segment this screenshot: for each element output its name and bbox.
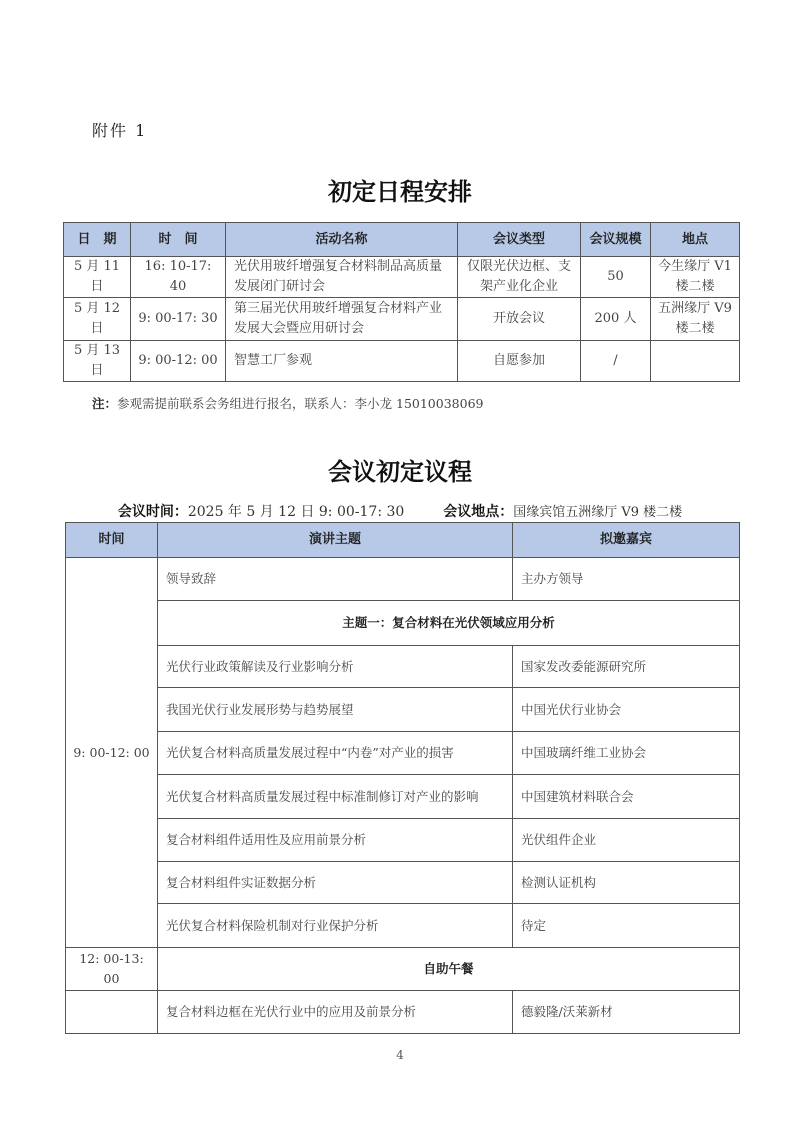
header-activity: 活动名称 [226,223,458,257]
cell-date: 5 月 12 日 [64,298,131,341]
meeting-time-label: 会议时间： [117,504,188,520]
header-scale: 会议规模 [581,223,651,257]
cell-guest: 待定 [513,904,740,948]
cell-topic: 光伏复合材料高质量发展过程中“内卷”对产业的损害 [158,732,513,775]
cell-topic: 光伏复合材料高质量发展过程中标准制修订对产业的影响 [158,775,513,819]
header-guest: 拟邀嘉宾 [513,523,740,558]
note-text: 参观需提前联系会务组进行报名，联系人：李小龙 15010038069 [117,396,484,411]
cell-topic: 光伏复合材料保险机制对行业保护分析 [158,904,513,948]
schedule-note [92,394,483,412]
cell-topic: 复合材料组件实证数据分析 [158,862,513,904]
note-label: 注： [92,396,118,411]
section-heading: 主题一：复合材料在光伏领域应用分析 [158,601,740,646]
cell-topic: 我国光伏行业发展形势与趋势展望 [158,688,513,732]
meeting-venue-label: 会议地点： [443,504,514,520]
table-row [66,732,740,775]
cell-guest: 国家发改委能源研究所 [513,646,740,688]
cell-scale: / [581,341,651,382]
cell-activity: 智慧工厂参观 [226,341,458,382]
table-row [66,775,740,819]
cell-guest: 中国建筑材料联合会 [513,775,740,819]
header-topic: 演讲主题 [158,523,513,558]
agenda-meta [0,501,800,521]
schedule-header-row [64,223,740,257]
cell-guest: 中国玻璃纤维工业协会 [513,732,740,775]
cell-location: 五洲缘厅 V9 楼二楼 [651,298,740,341]
meeting-time-value: 2025 年 5 月 12 日 9: 00-17: 30 [187,504,405,520]
lunch-row [66,948,740,991]
table-row [64,298,740,341]
header-type: 会议类型 [458,223,581,257]
table-row [64,341,740,382]
table-row [66,819,740,862]
cell-activity: 第三届光伏用玻纤增强复合材料产业发展大会暨应用研讨会 [226,298,458,341]
table-row [66,646,740,688]
agenda-title: 会议初定议程 [328,457,472,486]
schedule-table [63,222,740,382]
cell-guest: 检测认证机构 [513,862,740,904]
cell-lunch-time: 12: 00-13: 00 [66,948,158,991]
cell-guest: 中国光伏行业协会 [513,688,740,732]
cell-activity: 光伏用玻纤增强复合材料制品高质量发展闭门研讨会 [226,257,458,298]
header-time: 时间 [66,523,158,558]
header-time: 时 间 [131,223,226,257]
meeting-venue-value: 国缘宾馆五洲缘厅 V9 楼二楼 [513,505,683,520]
cell-type: 仅限光伏边框、支架产业化企业 [458,257,581,298]
cell-lunch-label: 自助午餐 [158,948,740,991]
cell-type: 自愿参加 [458,341,581,382]
table-row [66,688,740,732]
cell-guest: 主办方领导 [513,558,740,601]
cell-topic: 光伏行业政策解读及行业影响分析 [158,646,513,688]
table-row [66,904,740,948]
cell-type: 开放会议 [458,298,581,341]
table-row [66,991,740,1034]
cell-time: 9: 00-12: 00 [131,341,226,382]
page-number: 4 [396,1048,404,1062]
header-date: 日 期 [64,223,131,257]
cell-time: 16: 10-17: 40 [131,257,226,298]
cell-date: 5 月 13 日 [64,341,131,382]
cell-topic: 复合材料组件适用性及应用前景分析 [158,819,513,862]
table-row [64,257,740,298]
cell-scale: 200 人 [581,298,651,341]
cell-time: 9: 00-17: 30 [131,298,226,341]
cell-guest: 德毅隆/沃莱新材 [513,991,740,1034]
cell-topic: 领导致辞 [158,558,513,601]
table-row [66,862,740,904]
attachment-label: 附件 1 [92,121,148,140]
cell-guest: 光伏组件企业 [513,819,740,862]
cell-empty-time [66,991,158,1034]
table-row [66,558,740,601]
cell-date: 5 月 11 日 [64,257,131,298]
agenda-header-row [66,523,740,558]
cell-scale: 50 [581,257,651,298]
schedule-title: 初定日程安排 [328,177,472,206]
section-row [66,601,740,646]
cell-morning-time: 9: 00-12: 00 [66,558,158,948]
header-location: 地点 [651,223,740,257]
cell-topic: 复合材料边框在光伏行业中的应用及前景分析 [158,991,513,1034]
cell-location: 今生缘厅 V1 楼二楼 [651,257,740,298]
cell-location [651,341,740,382]
agenda-table [65,522,740,1034]
